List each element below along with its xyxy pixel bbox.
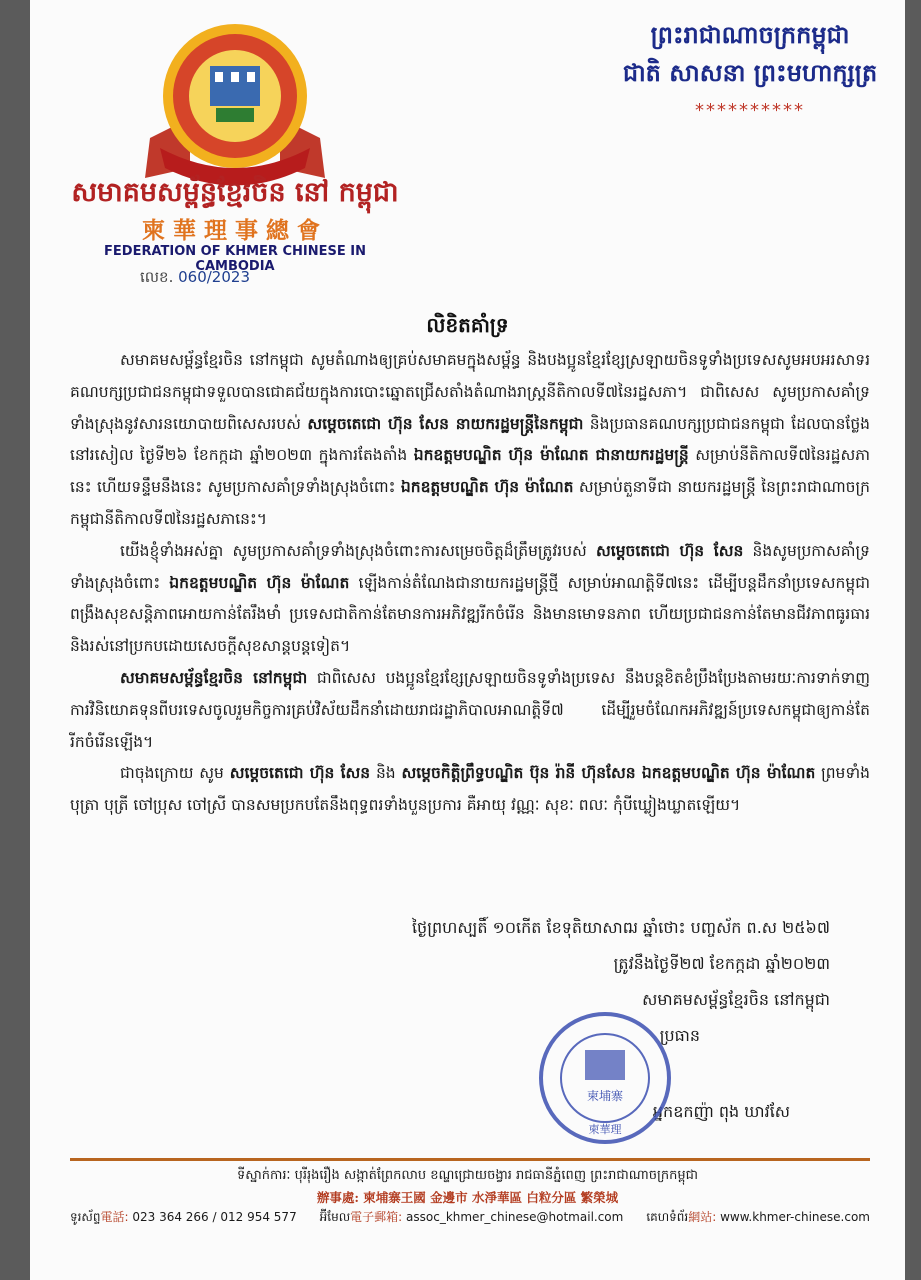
header-stars: ********** — [695, 100, 805, 121]
org-name-chinese: 柬華理事總會 — [142, 217, 328, 244]
official-stamp-icon — [535, 1008, 675, 1148]
paragraph-2: យើងខ្ញុំទាំងអស់គ្នា សូមប្រកាសគាំទ្រទាំងស្រុងចំពោះការសម្រេចចិត្តដ៏ត្រឹមត្រូវរបស់ សម្តេចតេជោ ហ៊ុន សែន និងសូមប្រកាសគាំទ្រទាំងស្រុងចំពោះ ឯកឧត្តមបណ្ឌិត ហ៊ុន ម៉ាណែត ឡើងកាន់តំណែងជានាយករដ្ឋមន្ត្រីថ្មី សម្រាប់អាណត្តិទី៧នេះ ដើម្បីបន្តដឹកនាំប្រទេសកម្ពុជា ពង្រឹងសុខសន្តិភាពអោយកាន់តែរឹងមាំ ប្រទេសជាតិកាន់តែមានការអភិវឌ្ឍរីកចំរើន និងមានមោទនភាព ហើយប្រជាជនកាន់តែមានជីវភាពធូរធារ និងរស់នៅប្រកបដោយសេចក្តីសុខសាន្តបន្តទៀត។ — [70, 541, 871, 656]
lunar-date: ថ្ងៃព្រហស្បតិ៍ ១០កើត ខែទុតិយាសាឍ ឆ្នាំថោះ បញ្ចស័ក ព.ស ២៥៦៧ — [411, 918, 830, 937]
letter-body — [70, 345, 870, 822]
national-motto: ជាតិ សាសនា ព្រះមហាក្សត្រ — [622, 59, 878, 88]
paragraph-3: សមាគមសម្ព័ន្ធខ្មែរចិន នៅកម្ពុជា ជាពិសេស បងប្អូនខ្មែរខ្សែស្រឡាយចិនទូទាំងប្រទេស នឹងបន្តខិតខំប្រឹងប្រែងតាមរយៈការទាក់ទាញការវិនិយោគទុនពីបរទេសចូលរួមកិច្ចការគ្រប់វិស័យដឹកនាំដោយរាជរដ្ឋាភិបាលអាណត្តិទី៧ ដើម្បីរួមចំណែកអភិវឌ្ឍន៍ប្រទេសកម្ពុជាឲ្យកាន់តែរីកចំរើនឡើង។ — [70, 668, 870, 751]
footer-address-chinese: 辦事處: 柬埔寨王國 金邊市 水淨華區 白粒分區 繁榮城 — [316, 1190, 619, 1205]
solar-date: ត្រូវនឹងថ្ងៃទី២៧ ខែកក្កដា ឆ្នាំ២០២៣ — [613, 954, 830, 973]
footer-website[interactable]: គេហទំព័រ網站: www.khmer-chinese.com — [646, 1210, 870, 1224]
kingdom-header — [595, 16, 905, 93]
footer-email[interactable]: អ៊ីមែល電子郵箱: assoc_khmer_chinese@hotmail.com — [319, 1210, 624, 1224]
letter-page — [30, 0, 905, 1280]
footer-contacts — [70, 1208, 870, 1227]
svg-text:柬華理: 柬華理 — [588, 1123, 622, 1136]
reference-value: 060/2023 — [178, 268, 250, 286]
signature-role: ប្រធាន — [659, 1026, 700, 1045]
paragraph-1: សមាគមសម្ព័ន្ធខ្មែរចិន នៅកម្ពុជា សូមតំណាងឲ្យគ្រប់សមាគមក្នុងសម្ព័ន្ធ និងបងប្អូនខ្មែរខ្សែស្រឡាយចិនទូទាំងប្រទេសសូមអបអរសាទរគណបក្សប្រជាជនកម្ពុជាទទួលបានជោគជ័យក្នុងការបោះឆ្នោតជ្រើសតាំងតំណាងរាស្ត្រនីតិកាលទី៧នៃរដ្ឋសភា។ ជាពិសេស សូមប្រកាសគាំទ្រទាំងស្រុងនូវសារនយោបាយពិសេសរបស់ សម្តេចតេជោ ហ៊ុន សែន នាយករដ្ឋមន្ត្រីនៃកម្ពុជា និងប្រធានគណបក្សប្រជាជនកម្ពុជា ដែលបានថ្លែងនៅរសៀល ថ្ងៃទី២៦ ខែកក្កដា ឆ្នាំ២០២៣ ក្នុងការតែងតាំង ឯកឧត្តមបណ្ឌិត ហ៊ុន ម៉ាណែត ជានាយករដ្ឋមន្ត្រី សម្រាប់នីតិកាលទី៧នៃរដ្ឋសភានេះ ហើយទន្ទឹមនឹងនេះ សូមប្រកាសគាំទ្រទាំងស្រុងចំពោះ ឯកឧត្តមបណ្ឌិត ហ៊ុន ម៉ាណែត សម្រាប់តួនាទីជា នាយករដ្ឋមន្ត្រី នៃព្រះរាជាណាចក្រកម្ពុជានីតិកាលទី៧នៃរដ្ឋសភានេះ។ — [70, 351, 871, 528]
footer-rule — [70, 1158, 870, 1161]
reference-number — [140, 268, 250, 290]
org-name-khmer: សមាគមសម្ព័ន្ធខ្មែរចិន នៅ កម្ពុជា — [71, 177, 399, 208]
svg-text:柬埔寨: 柬埔寨 — [586, 1089, 624, 1103]
paragraph-4: ជាចុងក្រោយ សូម សម្តេចតេជោ ហ៊ុន សែន និង សម្តេចកិត្តិព្រឹទ្ធបណ្ឌិត ប៊ុន រ៉ានី ហ៊ុនសែន ឯកឧត្តមបណ្ឌិត ហ៊ុន ម៉ាណែត ព្រមទាំងបុត្រា បុត្រី ចៅប្រុស ចៅស្រី បានសមប្រកបតែនឹងពុទ្ធពរទាំងបួនប្រការ គឺអាយុ វណ្ណៈ សុខៈ ពលៈ កុំបីឃ្លៀងឃ្លាតឡើយ។ — [70, 764, 870, 815]
org-name-english: FEDERATION OF KHMER CHINESE IN CAMBODIA — [104, 244, 366, 274]
signature-org: សមាគមសម្ព័ន្ធខ្មែរចិន នៅកម្ពុជា — [642, 990, 830, 1009]
federation-logo-icon — [130, 18, 340, 188]
reference-label: លេខ. — [140, 268, 174, 286]
footer-phone: ទូរស័ព្ទ電話: 023 364 266 / 012 954 577 — [70, 1210, 297, 1224]
document-title: លិខិតគាំទ្រ — [426, 313, 509, 337]
footer-address-khmer: ទីស្នាក់ការៈ បុរីរុងរឿង សង្កាត់ព្រែកលាប ខណ្ឌជ្រោយចង្វារ រាជធានីភ្នំពេញ ព្រះរាជាណាចក្រកម្ពុជា — [236, 1168, 699, 1183]
signature-name: អ្នកឧកញ៉ា ពុង ឃាវសែ — [652, 1102, 790, 1121]
kingdom-title: ព្រះរាជាណាចក្រកម្ពុជា — [650, 21, 850, 49]
